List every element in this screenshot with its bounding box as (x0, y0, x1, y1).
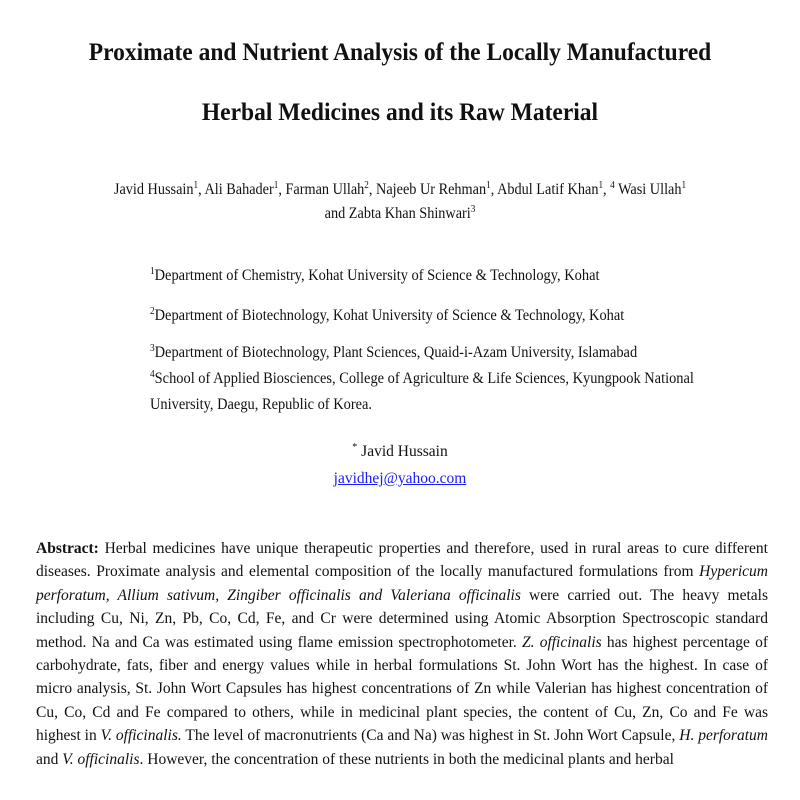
affiliation-text: School of Applied Biosciences, College of Agriculture & Life Sciences, Kyungpook National (154, 370, 694, 387)
author-name: Javid Hussain (113, 181, 194, 198)
affiliation-number: 3 (150, 342, 155, 354)
abstract-species-italic: Hypericum perforatum, Allium sativum, Zingiber officinalis and Valeriana officinalis (36, 563, 768, 604)
affiliation-text: Department of Biotechnology, Plant Sciences, Quaid-i-Azam University, Islamabad (154, 344, 638, 361)
abstract-species-italic: H. perforatum (679, 727, 768, 745)
corresponding-author-name: Javid Hussain (361, 443, 448, 460)
author-affiliation-mark: 1 (681, 179, 687, 191)
affiliation-3 (150, 342, 745, 361)
author-affiliation-mark: 3 (470, 203, 476, 215)
author-list-continued (32, 203, 768, 222)
corresponding-email-line (0, 471, 800, 487)
abstract-label: Abstract: (36, 540, 99, 557)
email-link[interactable]: javidhej@yahoo.com (333, 470, 467, 487)
corresponding-star: * (352, 441, 358, 453)
author-affiliation-mark: 1 (193, 179, 199, 191)
paper-title-line-2: Herbal Medicines and its Raw Material (201, 99, 599, 126)
abstract-text: and (36, 750, 63, 768)
affiliation-number: 1 (150, 265, 155, 277)
author-affiliation-mark: 1 (486, 179, 491, 191)
affiliation-number: 4 (150, 368, 155, 380)
author-name: , Ali Bahader (198, 181, 274, 198)
author-affiliation-mark: 1 (273, 179, 279, 191)
abstract-species-italic: V. officinalis. (100, 727, 182, 745)
paper-title-line-1: Proximate and Nutrient Analysis of the Locally Manufactured (88, 39, 712, 66)
affiliation-text: Department of Chemistry, Kohat University of Science & Technology, Kohat (154, 267, 600, 284)
abstract-text: The level of macronutrients (Ca and Na) was highest in St. John Wort Capsule, (181, 727, 680, 745)
affiliation-number: 2 (150, 305, 155, 317)
corresponding-author (0, 441, 800, 460)
author-name: Wasi Ullah (614, 181, 682, 198)
abstract-species-italic: Z. officinalis (521, 633, 602, 651)
author-list (32, 179, 768, 198)
affiliation-1 (150, 265, 745, 284)
author-separator: , (603, 181, 611, 198)
abstract-paragraph (36, 537, 768, 771)
affiliation-text: Department of Biotechnology, Kohat University of Science & Technology, Kohat (154, 307, 625, 324)
author-name: , Farman Ullah (278, 181, 365, 198)
affiliation-2 (150, 305, 745, 324)
abstract-text: . However, the concentration of these nutrients in both the medicinal plants and herbal (139, 750, 674, 768)
author-affiliation-mark: 1 (598, 179, 604, 191)
abstract-species-italic: V. officinalis (62, 750, 140, 768)
author-affiliation-mark: 2 (364, 179, 369, 191)
abstract-text: has highest percentage of carbohydrate, fats, fiber and energy values while in herbal formulations St. John Wort has the highest. In case of micro analysis, St. John Wort Capsules has highest concentrations of Zn while Valerian has highest concentration of Cu, Co, Cd and Fe compared to others, while in medicinal plant species, the content of Cu, Zn, Co and Fe was highest in (36, 633, 769, 745)
abstract-text: Herbal medicines have unique therapeutic properties and therefore, used in rural areas to cure different diseases. Proximate analysis and elemental composition of the locally manufactured formulations from (36, 540, 768, 581)
author-name: , Abdul Latif Khan (490, 181, 599, 198)
author-name: and Zabta Khan Shinwari (324, 205, 471, 222)
affiliation-4 (150, 368, 745, 387)
author-name: , Najeeb Ur Rehman (368, 181, 487, 198)
author-affiliation-mark: 4 (610, 179, 615, 191)
affiliation-4-continued: University, Daegu, Republic of Korea. (150, 396, 373, 413)
abstract-text: were carried out. The heavy metals including Cu, Ni, Zn, Pb, Co, Cd, Fe, and Cr were determined using Atomic Absorption Spectroscopic standard method. Na and Ca was estimated using flame emission spectrophotometer. (36, 586, 768, 651)
